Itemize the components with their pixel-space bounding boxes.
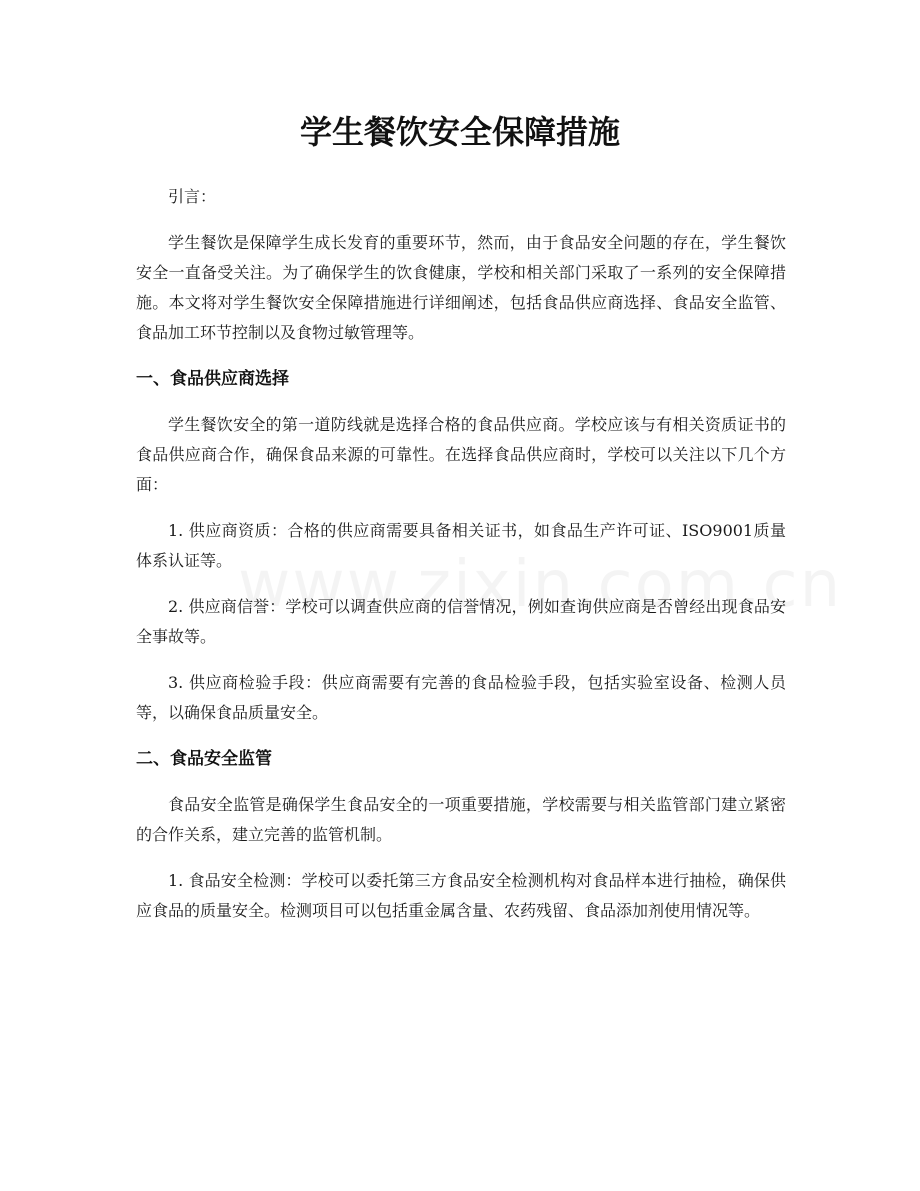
section-2-item-1: 1. 食品安全检测：学校可以委托第三方食品安全检测机构对食品样本进行抽检，确保供应食品的质量安全。检测项目可以包括重金属含量、农药残留、食品添加剂使用情况等。 <box>136 871 786 920</box>
section-2-paragraph: 食品安全监管是确保学生食品安全的一项重要措施，学校需要与相关监管部门建立紧密的合作关系，建立完善的监管机制。 <box>136 795 786 844</box>
intro-paragraph: 学生餐饮是保障学生成长发育的重要环节，然而，由于食品安全问题的存在，学生餐饮安全一直备受关注。为了确保学生的饮食健康，学校和相关部门采取了一系列的安全保障措施。本文将对学生餐饮安全保障措施进行详细阐述，包括食品供应商选择、食品安全监管、食品加工环节控制以及食物过敏管理等。 <box>136 233 786 342</box>
document-title: 学生餐饮安全保障措施 <box>299 113 620 151</box>
section-1-item-1: 1. 供应商资质：合格的供应商需要具备相关证书，如食品生产许可证、ISO9001质量体系认证等。 <box>136 521 786 570</box>
section-1-item-3: 3. 供应商检验手段：供应商需要有完善的食品检验手段，包括实验室设备、检测人员等，以确保食品质量安全。 <box>136 673 786 722</box>
section-2-heading: 二、食品安全监管 <box>136 749 272 769</box>
document-body <box>136 182 786 942</box>
section-1-paragraph: 学生餐饮安全的第一道防线就是选择合格的食品供应商。学校应该与有相关资质证书的食品供应商合作，确保食品来源的可靠性。在选择食品供应商时，学校可以关注以下几个方面： <box>136 415 786 494</box>
intro-label: 引言： <box>168 187 217 206</box>
section-1-heading: 一、食品供应商选择 <box>136 369 289 389</box>
section-1-item-2: 2. 供应商信誉：学校可以调查供应商的信誉情况，例如查询供应商是否曾经出现食品安全事故等。 <box>136 597 786 646</box>
